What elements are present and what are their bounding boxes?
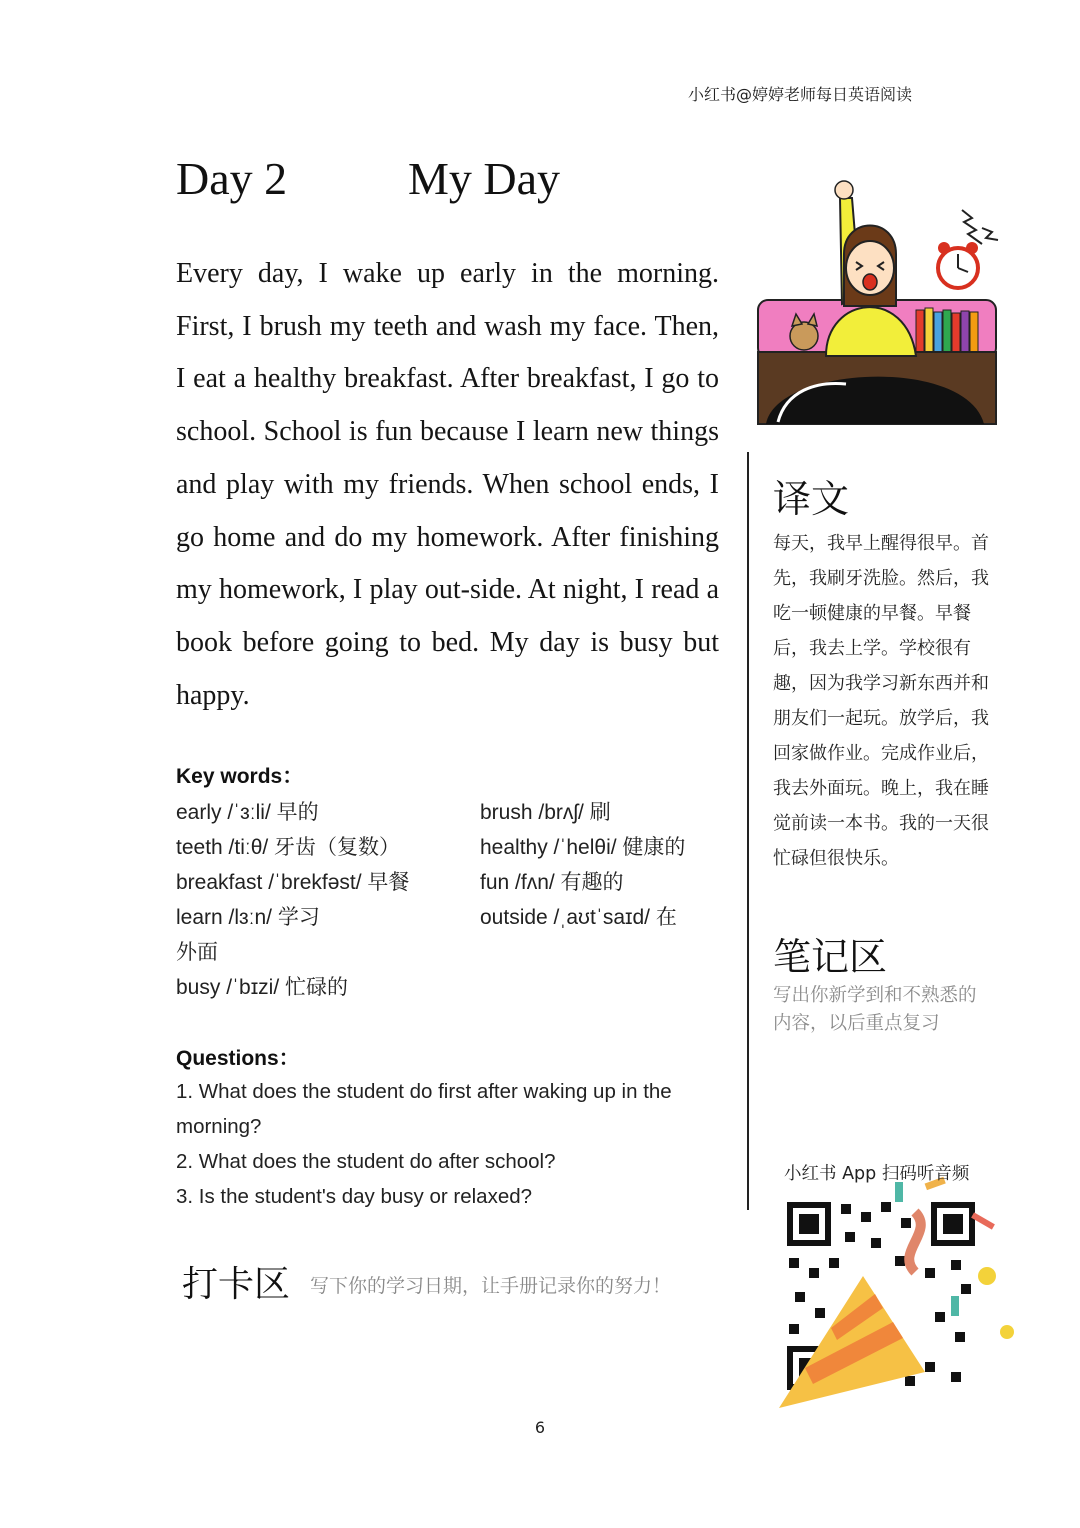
translation-text: 每天，我早上醒得很早。首先，我刷牙洗脸。然后，我吃一顿健康的早餐。早餐后，我去上学。学校很有趣，因为我学习新东西并和朋友们一起玩。放学后，我回家做作业。完成作业后，我去外面玩。晚上，我在睡觉前读一本书。我的一天很忙碌但很快乐。 — [773, 533, 989, 869]
key-word-item: 外面 — [176, 941, 218, 964]
story-text: Every day, I wake up early in the morning. First, I brush my teeth and wash my face. Then, I eat a healthy breakfast. After breakfast, I go to school. School is fun because I learn new things and play with my friends. When school ends, I go home and do my homework. After finishing my homework, I play out-side. At night, I read a book before going to bed. My day is busy but happy. — [176, 258, 719, 711]
key-word-item: outside /ˌaʊtˈsaɪd/ 在 — [480, 906, 677, 929]
key-word-item: breakfast /ˈbrekfəst/ 早餐 — [176, 871, 410, 894]
questions-list — [176, 1074, 721, 1214]
wake-up-illustration-svg — [756, 176, 1000, 426]
notes-hint: 写出你新学到和不熟悉的内容，以后重点复习 — [773, 985, 977, 1034]
page-number: 6 — [534, 1418, 546, 1437]
page-title: My Day — [408, 153, 561, 204]
header-credit: 小红书@婷婷老师每日英语阅读 — [688, 85, 913, 104]
qr-caption: 小红书 App 扫码听音频 — [784, 1164, 970, 1184]
key-words-heading: Key words： — [176, 765, 304, 788]
key-word-item: teeth /tiːθ/ 牙齿（复数） — [176, 836, 401, 859]
question-item: 2. What does the student do after school? — [176, 1150, 556, 1173]
translation-title: 译文 — [773, 477, 850, 521]
question-item: 1. What does the student do first after waking up in the morning? — [176, 1080, 672, 1138]
question-item: 3. Is the student's day busy or relaxed? — [176, 1185, 533, 1208]
key-word-item: busy /ˈbɪzi/ 忙碌的 — [176, 976, 349, 999]
notes-title: 笔记区 — [773, 935, 888, 979]
wake-up-illustration — [756, 176, 1000, 426]
questions-heading: Questions： — [176, 1047, 300, 1070]
key-word-item: healthy /ˈhelθi/ 健康的 — [480, 836, 686, 859]
key-word-item: learn /lɜːn/ 学习 — [176, 906, 320, 929]
checkin-title: 打卡区 — [182, 1264, 291, 1305]
page-title-day: Day 2 — [176, 153, 288, 204]
qr-code-svg — [775, 1172, 1025, 1417]
qr-code[interactable] — [775, 1172, 1025, 1417]
key-word-item: early /ˈɜːli/ 早的 — [176, 801, 319, 824]
column-divider — [747, 452, 749, 1210]
key-word-item: brush /brʌʃ/ 刷 — [480, 801, 611, 824]
checkin-hint: 写下你的学习日期，让手册记录你的努力！ — [310, 1275, 672, 1297]
key-word-item: fun /fʌn/ 有趣的 — [480, 871, 624, 894]
